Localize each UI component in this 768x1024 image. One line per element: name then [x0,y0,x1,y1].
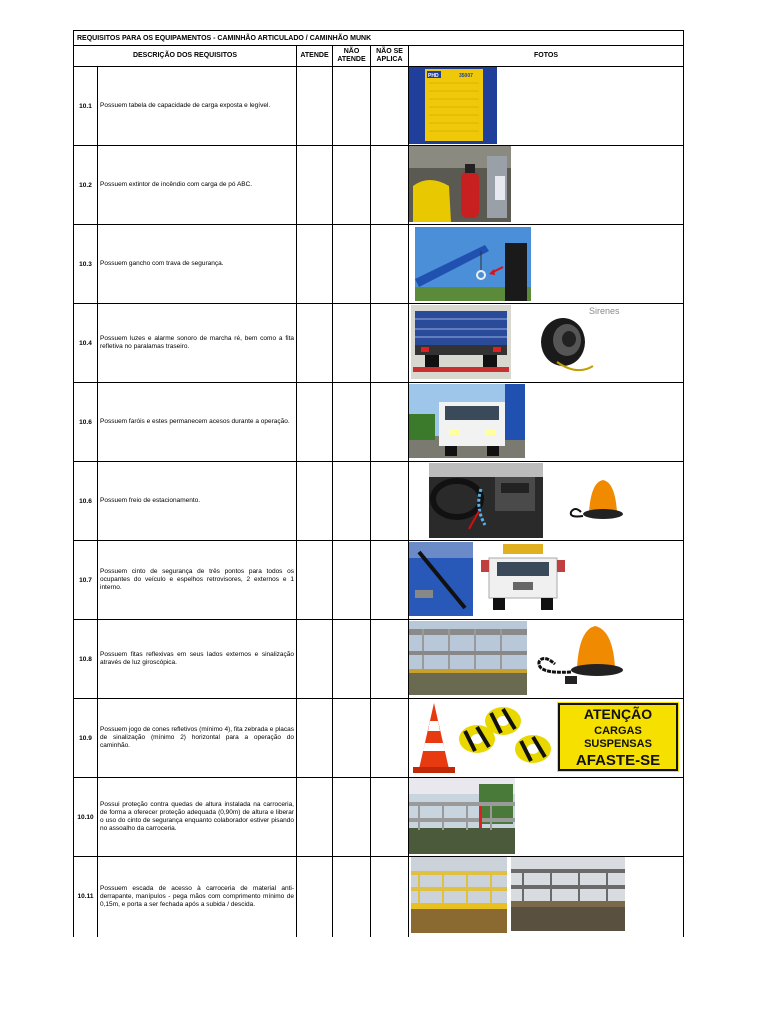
requirement-text: Possuem gancho com trava de segurança. [98,225,297,304]
requirement-number: 10.8 [74,620,98,699]
warning-sign-line-3: SUSPENSAS [584,738,652,750]
table-row [74,225,684,304]
header-not-applicable: NÃO SE APLICA [371,46,409,67]
reflective-tape-photo [409,621,527,695]
not-applicable-cell[interactable] [371,699,409,778]
requirement-text: Possui proteção contra quedas de altura instalada na carroceria, de forma a oferecer proteção adequada (0,90m) de altura e liberar o uso do cinto de segurança enquanto colaborador estiver pisando no assoalho da carroceria. [98,778,297,857]
requirement-text: Possuem escada de acesso à carroceria de material anti-derrapante, manípulos - pega mãos com comprimento mínimo de 0,15m, e porta a ser fechada após a subida / descida. [98,857,297,937]
not-applicable-cell[interactable] [371,67,409,146]
load-chart-photo [409,67,497,144]
meets-cell[interactable] [297,541,333,620]
photos-cell [409,462,684,541]
truck-body-photo [511,857,625,931]
meets-cell[interactable] [297,67,333,146]
requirement-text: Possuem tabela de capacidade de carga exposta e legível. [98,67,297,146]
requirement-number: 10.6 [74,462,98,541]
photos-cell [409,383,684,462]
not-meets-cell[interactable] [333,146,371,225]
chart-brand-label: PHD [428,73,439,79]
not-meets-cell[interactable] [333,620,371,699]
photos-cell [409,541,684,620]
table-row [74,541,684,620]
title-row [74,31,684,46]
table-row [74,778,684,857]
not-meets-cell[interactable] [333,541,371,620]
meets-cell[interactable] [297,225,333,304]
crane-hook-photo [415,227,531,301]
fire-extinguisher-photo [409,146,511,222]
fall-protection-photo [409,778,515,854]
requirements-table [73,30,684,937]
chart-model-label: 35007 [459,73,473,79]
requirement-number: 10.1 [74,67,98,146]
siren-photo [517,304,635,378]
not-meets-cell[interactable] [333,699,371,778]
requirement-number: 10.10 [74,778,98,857]
requirement-text: Possuem luzes e alarme sonoro de marcha ré, bem como a fita refletiva no paralamas traseiro. [98,304,297,383]
not-meets-cell[interactable] [333,462,371,541]
warning-sign-line-1: ATENÇÃO [583,706,653,722]
table-row [74,699,684,778]
sirens-label: Sirenes [589,306,620,316]
warning-sign-line-4: AFASTE-SE [575,752,661,769]
requirement-text: Possuem cinto de segurança de três pontos para todos os ocupantes do veículo e espelhos retrovisores, 2 externos e 1 interno. [98,541,297,620]
requirement-number: 10.2 [74,146,98,225]
requirements-sheet [73,30,683,937]
not-applicable-cell[interactable] [371,383,409,462]
barrier-tape-photo [457,703,555,775]
beacon-light-photo [531,622,637,692]
not-applicable-cell[interactable] [371,146,409,225]
not-meets-cell[interactable] [333,304,371,383]
seat-belt-photo [409,542,473,616]
table-row [74,462,684,541]
mirrors-photo [479,542,567,616]
meets-cell[interactable] [297,383,333,462]
beacon-light-photo [567,476,641,526]
not-applicable-cell[interactable] [371,462,409,541]
header-row [74,46,684,67]
header-not-meets: NÃO ATENDE [333,46,371,67]
photos-cell [409,778,684,857]
not-applicable-cell[interactable] [371,225,409,304]
photos-cell [409,225,684,304]
not-meets-cell[interactable] [333,225,371,304]
header-description: DESCRIÇÃO DOS REQUISITOS [74,46,297,67]
warning-sign-photo [557,702,679,772]
not-applicable-cell[interactable] [371,778,409,857]
warning-sign-line-2: CARGAS [594,725,642,737]
parking-brake-photo [429,463,543,538]
table-title: REQUISITOS PARA OS EQUIPAMENTOS - CAMINHÃO ARTICULADO / CAMINHÃO MUNK [74,31,684,46]
table-row [74,67,684,146]
meets-cell[interactable] [297,699,333,778]
requirement-text: Possuem extintor de incêndio com carga de pó ABC. [98,146,297,225]
requirement-number: 10.6 [74,383,98,462]
requirement-text: Possuem fitas reflexivas em seus lados externos e sinalização através de luz giroscópica. [98,620,297,699]
traffic-cone-photo [411,701,457,775]
table-row [74,304,684,383]
meets-cell[interactable] [297,462,333,541]
table-row [74,146,684,225]
not-applicable-cell[interactable] [371,304,409,383]
header-photos: FOTOS [409,46,684,67]
access-ladder-photo [411,857,507,933]
photos-cell [409,146,684,225]
table-row [74,383,684,462]
photos-cell [409,304,684,383]
requirement-text: Possuem faróis e estes permanecem acesos durante a operação. [98,383,297,462]
requirement-number: 10.3 [74,225,98,304]
requirement-number: 10.9 [74,699,98,778]
not-meets-cell[interactable] [333,778,371,857]
meets-cell[interactable] [297,304,333,383]
photos-cell [409,620,684,699]
not-applicable-cell[interactable] [371,620,409,699]
photos-cell [409,67,684,146]
meets-cell[interactable] [297,857,333,937]
photos-cell [409,699,684,778]
not-meets-cell[interactable] [333,383,371,462]
truck-headlights-photo [409,384,525,458]
not-applicable-cell[interactable] [371,541,409,620]
not-meets-cell[interactable] [333,67,371,146]
photos-cell [409,857,684,937]
table-row [74,857,684,937]
table-row [74,620,684,699]
truck-rear-photo [411,305,511,379]
requirement-text: Possuem jogo de cones refletivos (mínimo 4), fita zebrada e placas de sinalização (mínimo 2) horizontal para a operação do caminhão. [98,699,297,778]
not-applicable-cell[interactable] [371,857,409,937]
requirement-text: Possuem freio de estacionamento. [98,462,297,541]
requirement-number: 10.4 [74,304,98,383]
requirement-number: 10.7 [74,541,98,620]
meets-cell[interactable] [297,620,333,699]
requirement-number: 10.11 [74,857,98,937]
meets-cell[interactable] [297,778,333,857]
not-meets-cell[interactable] [333,857,371,937]
header-meets: ATENDE [297,46,333,67]
meets-cell[interactable] [297,146,333,225]
